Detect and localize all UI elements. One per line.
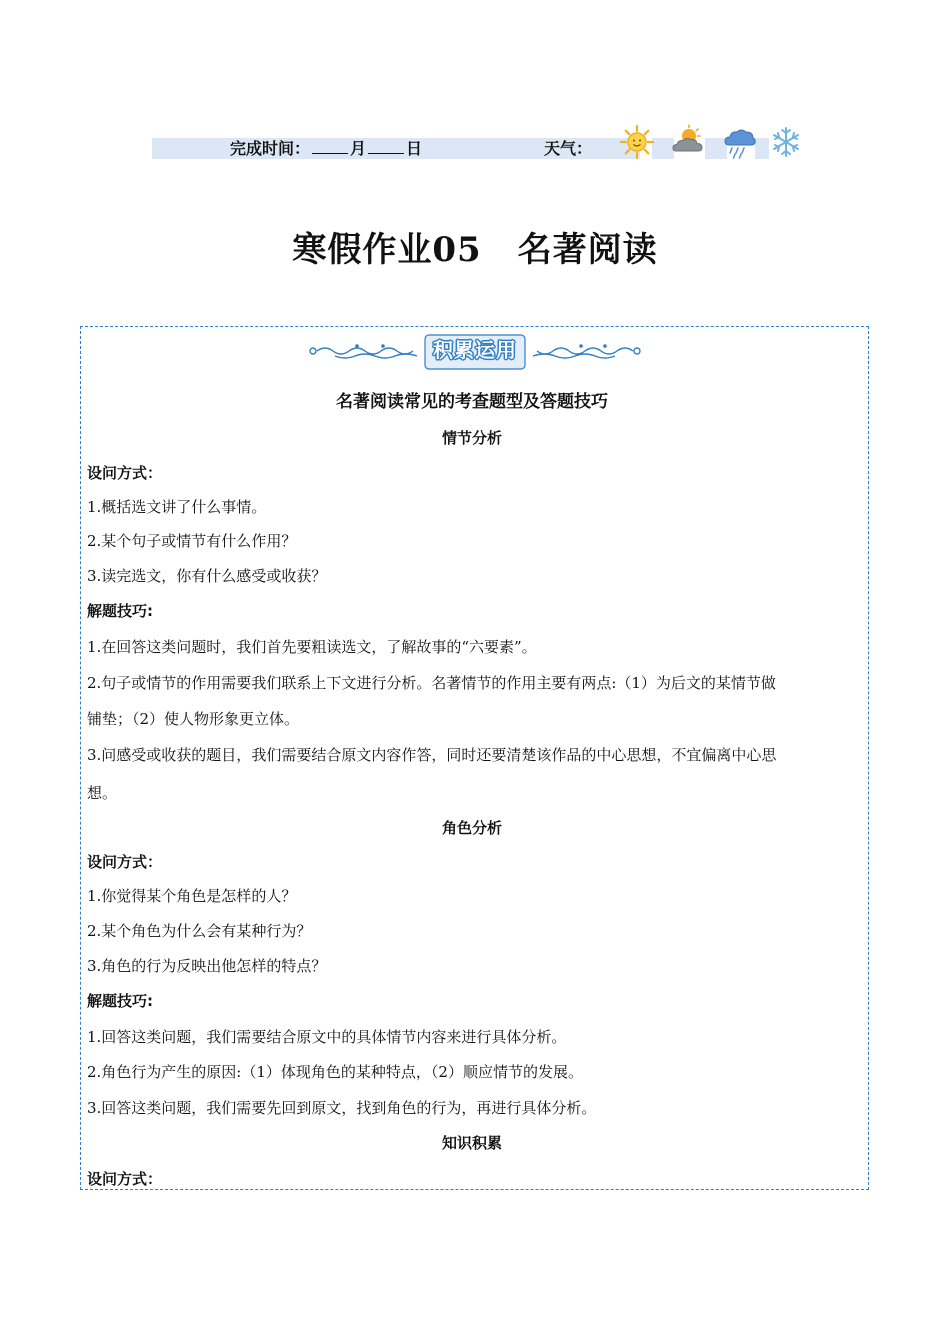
section-title-character: 角色分析 xyxy=(441,819,502,837)
sunny-icon[interactable] xyxy=(619,124,655,160)
list-item: 1.你觉得某个角色是怎样的人？ xyxy=(87,887,297,905)
list-item: 想。 xyxy=(87,784,118,802)
page-title xyxy=(0,222,950,271)
list-item: 2.某个句子或情节有什么作用？ xyxy=(87,532,297,550)
partly-cloudy-icon[interactable] xyxy=(670,124,706,160)
month-label: 月 xyxy=(350,139,367,158)
question-type-label: 设问方式： xyxy=(87,1170,163,1188)
list-item: 3.问感受或收获的题目，我们需要结合原文内容作答，同时还要清楚该作品的中心思想，不宜偏离中心思 xyxy=(87,746,777,764)
rain-icon[interactable] xyxy=(722,124,758,160)
title-sub: 名著阅读 xyxy=(517,230,658,270)
completion-time-label: 完成时间： xyxy=(230,139,311,158)
question-type-label: 设问方式： xyxy=(87,464,163,482)
section-heading: 名著阅读常见的考查题型及答题技巧 xyxy=(336,392,608,412)
day-label: 日 xyxy=(406,139,423,158)
technique-label: 解题技巧: xyxy=(87,992,153,1010)
list-item: 铺垫；（2）使人物形象更立体。 xyxy=(87,710,300,728)
question-type-label: 设问方式： xyxy=(87,853,163,871)
section-title-plot: 情节分析 xyxy=(441,429,502,447)
section-title-knowledge: 知识积累 xyxy=(441,1134,502,1152)
title-main: 寒假作业05 xyxy=(292,230,482,270)
completion-time xyxy=(230,139,422,159)
snowflake-icon[interactable] xyxy=(770,124,802,160)
list-item: 3.回答这类问题，我们需要先回到原文，找到角色的行为，再进行具体分析。 xyxy=(87,1099,597,1117)
list-item: 1.在回答这类问题时，我们首先要粗读选文，了解故事的“六要素”。 xyxy=(87,638,537,656)
day-blank[interactable] xyxy=(368,139,404,154)
list-item: 2.角色行为产生的原因:（1）体现角色的某种特点，（2）顺应情节的发展。 xyxy=(87,1063,583,1081)
weather-label: 天气： xyxy=(544,139,593,158)
month-blank[interactable] xyxy=(312,139,348,154)
list-item: 2.句子或情节的作用需要我们联系上下文进行分析。名著情节的作用主要有两点:（1）为后文的某情节做 xyxy=(87,674,776,692)
technique-label: 解题技巧: xyxy=(87,602,153,620)
list-item: 1.回答这类问题，我们需要结合原文中的具体情节内容来进行具体分析。 xyxy=(87,1028,567,1046)
list-item: 3.角色的行为反映出他怎样的特点？ xyxy=(87,957,327,975)
list-item: 3.读完选文，你有什么感受或收获？ xyxy=(87,567,327,585)
list-item: 2.某个角色为什么会有某种行为？ xyxy=(87,922,312,940)
list-item: 1.概括选文讲了什么事情。 xyxy=(87,498,267,516)
banner-label: 积累运用 xyxy=(433,338,517,362)
